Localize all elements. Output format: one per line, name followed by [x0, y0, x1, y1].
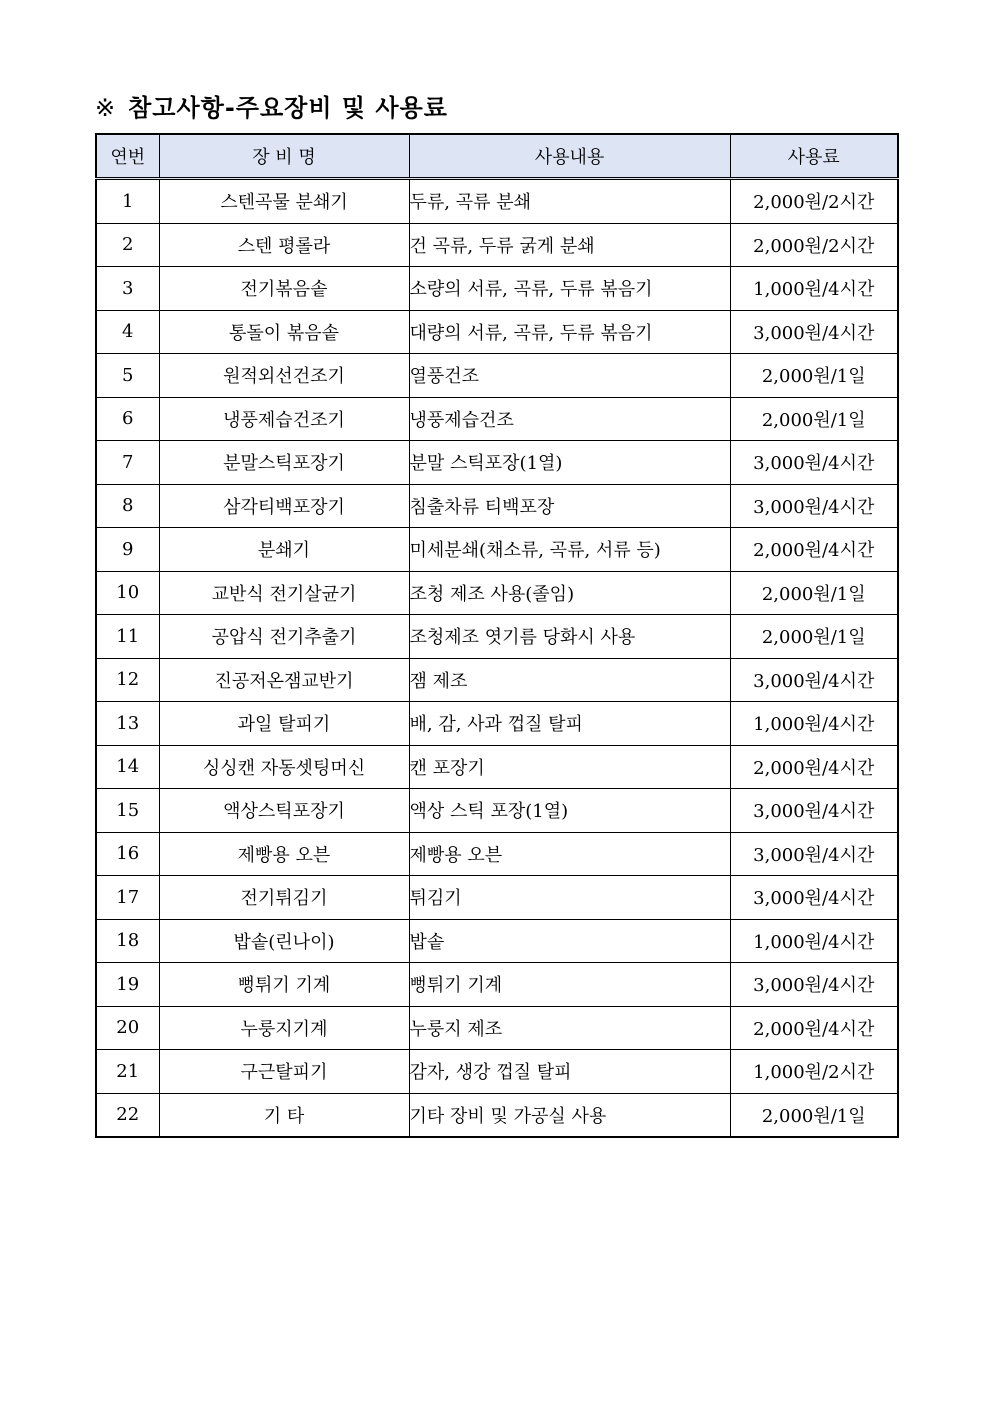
- table-row: [96, 1093, 898, 1137]
- equipment-name: 냉풍제습건조기: [159, 397, 409, 441]
- equipment-name: 스텐곡물 분쇄기: [159, 179, 409, 224]
- equipment-name: 전기튀김기: [159, 876, 409, 920]
- row-number: 20: [96, 1006, 159, 1050]
- usage-description: 건 곡류, 두류 굵게 분쇄: [409, 223, 730, 267]
- usage-fee: 3,000원/4시간: [730, 789, 898, 833]
- usage-fee: 3,000원/4시간: [730, 963, 898, 1007]
- row-number: 18: [96, 919, 159, 963]
- row-number: 3: [96, 267, 159, 311]
- usage-description: 누룽지 제조: [409, 1006, 730, 1050]
- usage-description: 조청 제조 사용(졸임): [409, 571, 730, 615]
- usage-description: 분말 스틱포장(1열): [409, 441, 730, 485]
- usage-fee: 3,000원/4시간: [730, 832, 898, 876]
- row-number: 1: [96, 179, 159, 224]
- usage-description: 열풍건조: [409, 354, 730, 398]
- table-row: [96, 267, 898, 311]
- usage-description: 잼 제조: [409, 658, 730, 702]
- row-number: 4: [96, 310, 159, 354]
- usage-fee: 3,000원/4시간: [730, 876, 898, 920]
- usage-fee: 3,000원/4시간: [730, 658, 898, 702]
- page-title: [95, 88, 448, 123]
- usage-description: 기타 장비 및 가공실 사용: [409, 1093, 730, 1137]
- equipment-name: 싱싱캔 자동셋팅머신: [159, 745, 409, 789]
- usage-fee: 2,000원/4시간: [730, 528, 898, 572]
- usage-description: 제빵용 오븐: [409, 832, 730, 876]
- usage-fee: 3,000원/4시간: [730, 310, 898, 354]
- usage-fee: 2,000원/1일: [730, 354, 898, 398]
- usage-fee: 1,000원/4시간: [730, 267, 898, 311]
- table-row: [96, 397, 898, 441]
- row-number: 21: [96, 1050, 159, 1094]
- row-number: 17: [96, 876, 159, 920]
- row-number: 2: [96, 223, 159, 267]
- header-fee: 사용료: [730, 134, 898, 179]
- usage-description: 대량의 서류, 곡류, 두류 볶음기: [409, 310, 730, 354]
- reference-mark: ※: [95, 94, 117, 122]
- equipment-name: 분쇄기: [159, 528, 409, 572]
- usage-description: 소량의 서류, 곡류, 두류 볶음기: [409, 267, 730, 311]
- usage-fee: 2,000원/4시간: [730, 745, 898, 789]
- table-row: [96, 1006, 898, 1050]
- usage-fee: 1,000원/4시간: [730, 702, 898, 746]
- usage-description: 뻥튀기 기계: [409, 963, 730, 1007]
- table-row: [96, 919, 898, 963]
- table-row: [96, 963, 898, 1007]
- equipment-name: 과일 탈피기: [159, 702, 409, 746]
- equipment-name: 통돌이 볶음솥: [159, 310, 409, 354]
- row-number: 9: [96, 528, 159, 572]
- table-row: [96, 832, 898, 876]
- table-row: [96, 615, 898, 659]
- row-number: 10: [96, 571, 159, 615]
- equipment-name: 구근탈피기: [159, 1050, 409, 1094]
- table-row: [96, 1050, 898, 1094]
- usage-description: 배, 감, 사과 껍질 탈피: [409, 702, 730, 746]
- usage-description: 침출차류 티백포장: [409, 484, 730, 528]
- row-number: 6: [96, 397, 159, 441]
- usage-fee: 2,000원/1일: [730, 615, 898, 659]
- table-body: [96, 179, 898, 1138]
- usage-fee: 1,000원/4시간: [730, 919, 898, 963]
- row-number: 13: [96, 702, 159, 746]
- table-row: [96, 310, 898, 354]
- usage-fee: 2,000원/1일: [730, 571, 898, 615]
- row-number: 16: [96, 832, 159, 876]
- usage-description: 액상 스틱 포장(1열): [409, 789, 730, 833]
- table-row: [96, 571, 898, 615]
- usage-fee: 2,000원/4시간: [730, 1006, 898, 1050]
- usage-description: 조청제조 엿기름 당화시 사용: [409, 615, 730, 659]
- row-number: 19: [96, 963, 159, 1007]
- equipment-name: 밥솥(린나이): [159, 919, 409, 963]
- usage-description: 냉풍제습건조: [409, 397, 730, 441]
- table-row: [96, 528, 898, 572]
- row-number: 12: [96, 658, 159, 702]
- header-no: 연번: [96, 134, 159, 179]
- table-header-row: [96, 134, 898, 179]
- page-title-text: 참고사항-주요장비 및 사용료: [128, 94, 448, 122]
- table-row: [96, 702, 898, 746]
- equipment-name: 스텐 평롤라: [159, 223, 409, 267]
- equipment-name: 액상스틱포장기: [159, 789, 409, 833]
- equipment-name: 제빵용 오븐: [159, 832, 409, 876]
- usage-fee: 2,000원/2시간: [730, 179, 898, 224]
- table-row: [96, 223, 898, 267]
- equipment-name: 원적외선건조기: [159, 354, 409, 398]
- equipment-name: 공압식 전기추출기: [159, 615, 409, 659]
- usage-description: 밥솥: [409, 919, 730, 963]
- equipment-name: 진공저온잼교반기: [159, 658, 409, 702]
- row-number: 7: [96, 441, 159, 485]
- table-row: [96, 658, 898, 702]
- usage-description: 캔 포장기: [409, 745, 730, 789]
- table-row: [96, 441, 898, 485]
- row-number: 5: [96, 354, 159, 398]
- usage-description: 두류, 곡류 분쇄: [409, 179, 730, 224]
- table-row: [96, 745, 898, 789]
- row-number: 8: [96, 484, 159, 528]
- table-row: [96, 484, 898, 528]
- row-number: 11: [96, 615, 159, 659]
- usage-fee: 3,000원/4시간: [730, 441, 898, 485]
- row-number: 14: [96, 745, 159, 789]
- usage-fee: 1,000원/2시간: [730, 1050, 898, 1094]
- equipment-name: 전기볶음솥: [159, 267, 409, 311]
- usage-description: 튀김기: [409, 876, 730, 920]
- equipment-name: 기 타: [159, 1093, 409, 1137]
- table-row: [96, 179, 898, 224]
- usage-fee: 3,000원/4시간: [730, 484, 898, 528]
- equipment-name: 분말스틱포장기: [159, 441, 409, 485]
- equipment-name: 교반식 전기살균기: [159, 571, 409, 615]
- header-desc: 사용내용: [409, 134, 730, 179]
- usage-fee: 2,000원/2시간: [730, 223, 898, 267]
- table-row: [96, 789, 898, 833]
- row-number: 22: [96, 1093, 159, 1137]
- header-name: 장 비 명: [159, 134, 409, 179]
- equipment-name: 누룽지기계: [159, 1006, 409, 1050]
- row-number: 15: [96, 789, 159, 833]
- table-row: [96, 354, 898, 398]
- equipment-name: 뻥튀기 기계: [159, 963, 409, 1007]
- usage-fee: 2,000원/1일: [730, 397, 898, 441]
- equipment-name: 삼각티백포장기: [159, 484, 409, 528]
- usage-fee: 2,000원/1일: [730, 1093, 898, 1137]
- table-row: [96, 876, 898, 920]
- usage-description: 감자, 생강 껍질 탈피: [409, 1050, 730, 1094]
- equipment-fee-table: [95, 133, 899, 1138]
- usage-description: 미세분쇄(채소류, 곡류, 서류 등): [409, 528, 730, 572]
